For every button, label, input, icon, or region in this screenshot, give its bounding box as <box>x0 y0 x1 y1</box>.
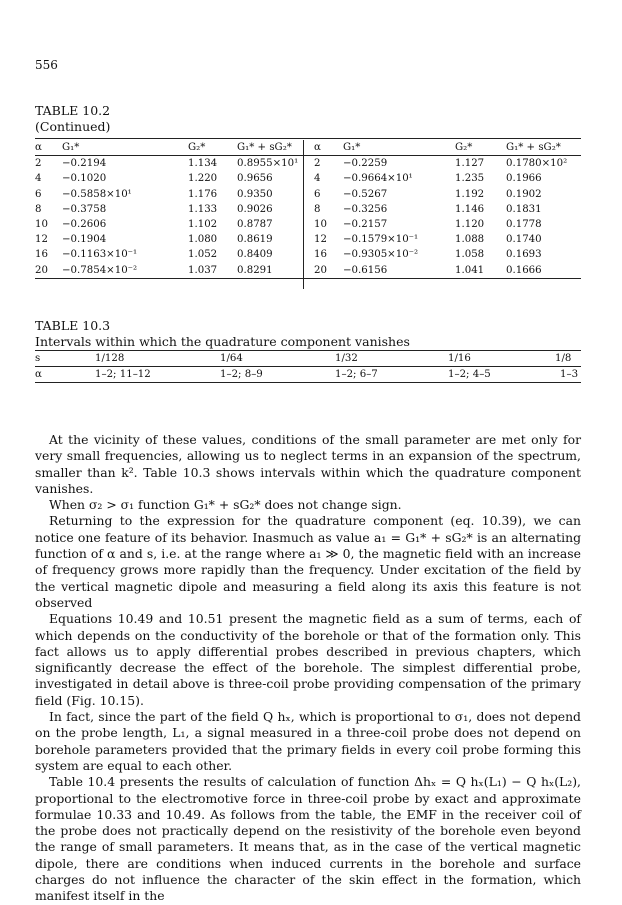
table-10-2 <box>35 140 581 279</box>
table-cell: α <box>35 369 42 380</box>
table-cell: 10 <box>35 218 48 230</box>
table-cell: 4 <box>35 173 42 185</box>
table-cell: 0.9026 <box>237 203 273 215</box>
table-cell: 20 <box>314 264 327 276</box>
table-bottom-rule <box>35 278 581 279</box>
table-cell: −0.1163×10⁻¹ <box>62 249 138 261</box>
table-cell: 12 <box>314 234 327 246</box>
table-cell: 6 <box>314 188 321 200</box>
table-cell: 1.088 <box>455 234 485 246</box>
table-row <box>35 187 581 202</box>
table-cell: 0.1693 <box>506 249 542 261</box>
table-row <box>35 263 581 278</box>
table-cell: 0.1666 <box>506 264 542 276</box>
header-cell: G₁* + sG₂* <box>237 142 292 153</box>
table-cell: −0.9664×10¹ <box>343 173 413 185</box>
table-cell: −0.1020 <box>62 173 107 185</box>
table-cell: 0.1740 <box>506 234 542 246</box>
table-cell: 1.220 <box>188 173 218 185</box>
table-cell: 12 <box>35 234 48 246</box>
table-cell: 1.133 <box>188 203 218 215</box>
table-cell: 1/8 <box>555 353 572 364</box>
table-cell: 1.235 <box>455 173 485 185</box>
table-cell: 1/128 <box>95 353 125 364</box>
table-cell: 1.041 <box>455 264 485 276</box>
table-row <box>35 232 581 247</box>
table-10-3-caption <box>35 318 410 350</box>
table-cell: −0.5858×10¹ <box>62 188 132 200</box>
table-row <box>35 156 581 171</box>
table-cell: 1/32 <box>335 353 358 364</box>
header-cell: G₂* <box>188 142 206 153</box>
table-cell: 0.1778 <box>506 218 542 230</box>
table-cell: 1.052 <box>188 249 218 261</box>
table-cell: 1.102 <box>188 218 218 230</box>
table-cell: 1.058 <box>455 249 485 261</box>
table-cell: 1.080 <box>188 234 218 246</box>
table-cell: 0.1966 <box>506 173 542 185</box>
table-row <box>35 367 581 382</box>
header-cell: G₂* <box>455 142 473 153</box>
table-cell: 1–2; 6–7 <box>335 369 378 380</box>
table-cell: 0.8409 <box>237 249 273 261</box>
table-cell: 1/16 <box>448 353 471 364</box>
table-cell: 1–3 <box>560 369 579 380</box>
table-cell: 0.1831 <box>506 203 542 215</box>
table-cell: −0.9305×10⁻² <box>343 249 419 261</box>
table-10-2-subtitle: (Continued) <box>35 119 111 134</box>
page-number: 556 <box>35 58 58 72</box>
table-cell: 4 <box>314 173 321 185</box>
table-cell: 0.9656 <box>237 173 273 185</box>
table-cell: −0.2606 <box>62 218 107 230</box>
paragraph: At the vicinity of these values, conditions of the small parameter are met only for very small frequencies, allowing us to neglect terms in an expansion of the spectrum, smaller than k². Table 10.3 shows intervals within which the quadrature component vanishes. <box>35 432 581 496</box>
table-cell: 1.037 <box>188 264 218 276</box>
table-cell: 0.9350 <box>237 188 273 200</box>
paragraph: In fact, since the part of the field Q hₓ, which is proportional to σ₁, does not depend on the probe length, L₁, a signal measured in a three-coil probe does not depend on borehole parameters provided that the primary fields in every coil probe forming this system are equal to each other. <box>35 709 581 773</box>
paragraph: When σ₂ > σ₁ function G₁* + sG₂* does not change sign. <box>49 497 402 513</box>
table-10-3 <box>35 350 581 383</box>
header-cell: G₁* + sG₂* <box>506 142 561 153</box>
table-cell: −0.6156 <box>343 264 388 276</box>
header-cell: α <box>314 142 321 153</box>
table-cell: 0.8787 <box>237 218 273 230</box>
table-10-2-caption <box>35 103 110 135</box>
table-cell: 2 <box>35 158 42 170</box>
paragraph: Equations 10.49 and 10.51 present the magnetic field as a sum of terms, each of which depends on the conductivity of the borehole or that of the formation only. This fact allows us to apply differential probes described in previous chapters, which significantly decrease the effect of the borehole. The simplest differential probe, investigated in detail above is three-coil probe providing compensation of the primary field (Fig. 10.15). <box>35 611 581 708</box>
table-row <box>35 351 581 366</box>
table-cell: 1.127 <box>455 158 485 170</box>
table-cell: 8 <box>35 203 42 215</box>
table-cell: 1–2; 8–9 <box>220 369 263 380</box>
table-cell: 6 <box>35 188 42 200</box>
table-cell: 1/64 <box>220 353 243 364</box>
table-cell: −0.1579×10⁻¹ <box>343 234 419 246</box>
table-cell: 1–2; 11–12 <box>95 369 151 380</box>
table-10-2-title: TABLE 10.2 <box>35 103 111 118</box>
table-cell: 0.1902 <box>506 188 542 200</box>
table-bottom-rule <box>35 382 581 383</box>
table-cell: −0.5267 <box>343 188 388 200</box>
table-cell: 1.176 <box>188 188 218 200</box>
table-cell: −0.2259 <box>343 158 388 170</box>
table-cell: 1.146 <box>455 203 485 215</box>
table-10-3-title: TABLE 10.3 <box>35 318 111 333</box>
table-cell: −0.2157 <box>343 218 388 230</box>
table-row <box>35 217 581 232</box>
table-cell: 0.8291 <box>237 264 273 276</box>
table-cell: −0.1904 <box>62 234 107 246</box>
paragraph: Table 10.4 presents the results of calculation of function Δhₓ = Q hₓ(L₁) − Q hₓ(L₂), proportional to the electromotive force in three-coil probe by exact and approximate formulae 10.33 and 10.49. As follows from the table, the EMF in the receiver coil of the probe does not practically depend on the resistivity of the borehole even beyond the range of small parameters. It means that, as in the case of the vertical magnetic dipole, there are conditions when induced currents in the borehole and surface charges do not influence the character of the skin effect in the formation, which manifest itself in the <box>35 774 581 904</box>
table-cell: −0.7854×10⁻² <box>62 264 138 276</box>
table-row <box>35 202 581 217</box>
table-cell: 20 <box>35 264 48 276</box>
table-cell: 16 <box>35 249 48 261</box>
body-text <box>35 432 581 905</box>
table-cell: −0.3758 <box>62 203 107 215</box>
table-cell: 1.134 <box>188 158 218 170</box>
table-cell: −0.3256 <box>343 203 388 215</box>
table-row <box>35 171 581 186</box>
header-cell: G₁* <box>62 142 80 153</box>
table-cell: 0.1780×10² <box>506 158 568 170</box>
table-row <box>35 247 581 262</box>
table-cell: 10 <box>314 218 327 230</box>
table-cell: 8 <box>314 203 321 215</box>
table-cell: 0.8955×10¹ <box>237 158 299 170</box>
table-cell: 1.120 <box>455 218 485 230</box>
table-cell: 0.8619 <box>237 234 273 246</box>
header-cell: G₁* <box>343 142 361 153</box>
table-cell: 16 <box>314 249 327 261</box>
table-cell: s <box>35 353 41 364</box>
table-10-3-subtitle: Intervals within which the quadrature component vanishes <box>35 334 410 349</box>
table-cell: 1–2; 4–5 <box>448 369 491 380</box>
table-cell: 1.192 <box>455 188 485 200</box>
table-10-2-top-rule <box>35 138 581 139</box>
table-cell: 2 <box>314 158 321 170</box>
paragraph: Returning to the expression for the quadrature component (eq. 10.39), we can notice one feature of its behavior. Inasmuch as value a₁ = G₁* + sG₂* is an alternating function of α and s, i.e. at the range where a₁ ≫ 0, the magnetic field with an increase of frequency grows more rapidly than the frequency. Under excitation of the field by the vertical magnetic dipole and measuring a field along its axis this feature is not observed <box>35 513 581 610</box>
table-header-row <box>35 140 581 155</box>
table-cell: −0.2194 <box>62 158 107 170</box>
header-cell: α <box>35 142 42 153</box>
